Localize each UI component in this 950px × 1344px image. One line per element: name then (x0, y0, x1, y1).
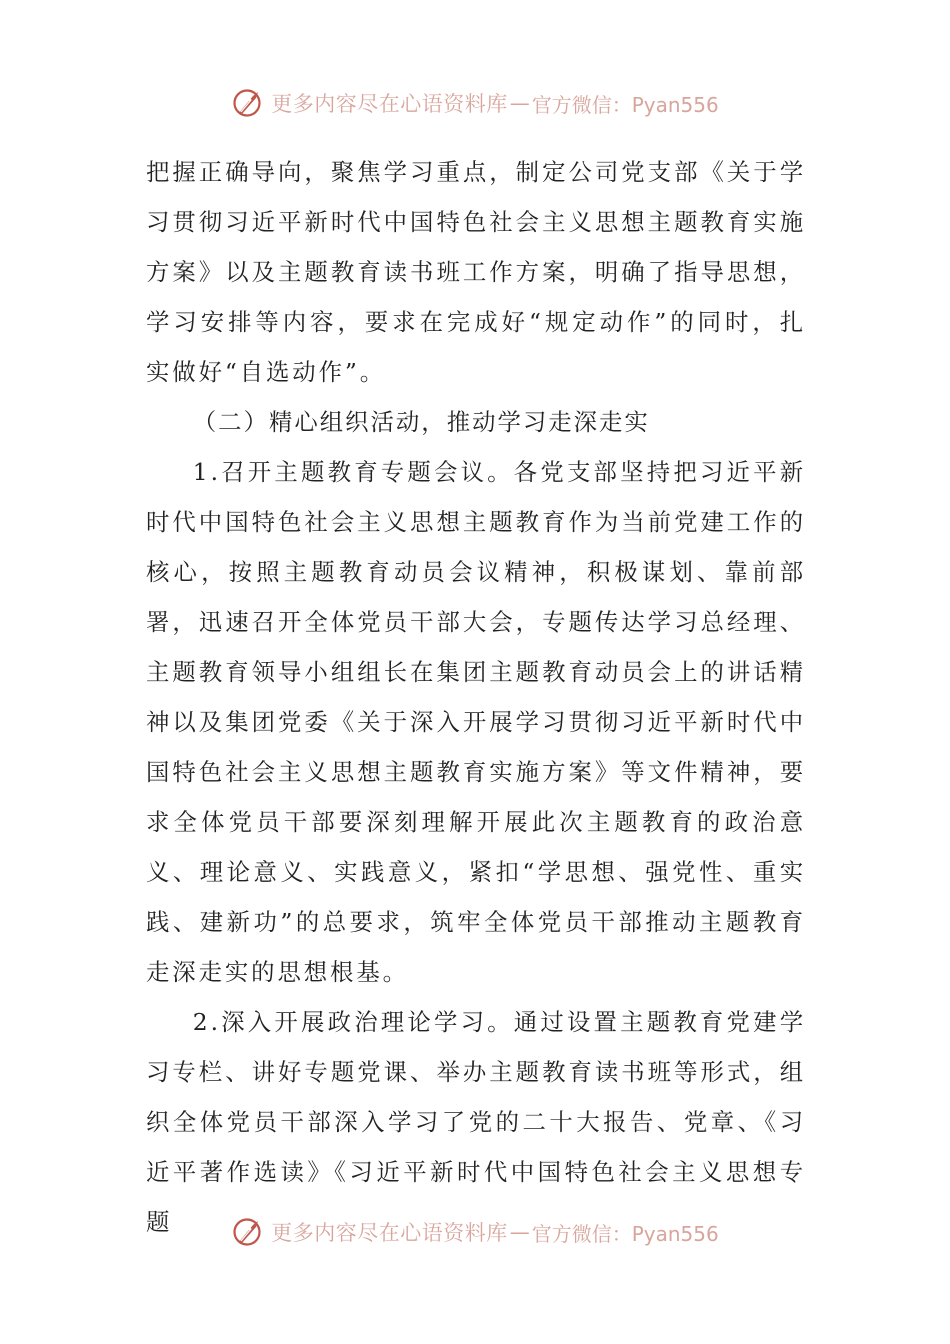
footer-wechat-label: 官方微信：Pyan556 (531, 1221, 719, 1246)
pen-nib-circle-icon (231, 86, 265, 120)
pen-nib-circle-icon (231, 1215, 265, 1249)
header-brand-text: 更多内容尽在心语资料库 (271, 92, 508, 116)
paragraph-3: 2.深入开展政治理论学习。通过设置主题教育党建学习专栏、讲好专题党课、举办主题教育读书班等形式，组织全体党员干部深入学习了党的二十大报告、党章、《习近平著作选读》《习近平新时代中国特色社会主义思想专题 (146, 1008, 806, 1236)
header-watermark (0, 83, 950, 123)
footer-brand-text: 更多内容尽在心语资料库 (271, 1221, 508, 1245)
header-wechat-label: 官方微信：Pyan556 (531, 92, 719, 117)
footer-watermark (0, 1212, 950, 1252)
header-separator: — (509, 91, 530, 115)
paragraph-1: 把握正确导向，聚焦学习重点，制定公司党支部《关于学习贯彻习近平新时代中国特色社会主义思想主题教育实施方案》以及主题教育读书班工作方案，明确了指导思想，学习安排等内容，要求在完成好“规定动作”的同时，扎实做好“自选动作”。 (146, 158, 806, 386)
paragraph-2: 1.召开主题教育专题会议。各党支部坚持把习近平新时代中国特色社会主义思想主题教育作为当前党建工作的核心，按照主题教育动员会议精神，积极谋划、靠前部署，迅速召开全体党员干部大会，专题传达学习总经理、主题教育领导小组组长在集团主题教育动员会上的讲话精神以及集团党委《关于深入开展学习贯彻习近平新时代中国特色社会主义思想主题教育实施方案》等文件精神，要求全体党员干部要深刻理解开展此次主题教育的政治意义、理论意义、实践意义，紧扣“学思想、强党性、重实践、建新功”的总要求，筑牢全体党员干部推动主题教育走深走实的思想根基。 (146, 458, 806, 986)
document-body (146, 147, 806, 1247)
footer-separator: — (509, 1220, 530, 1244)
section-heading-2: （二）精心组织活动，推动学习走深走实 (192, 408, 650, 436)
